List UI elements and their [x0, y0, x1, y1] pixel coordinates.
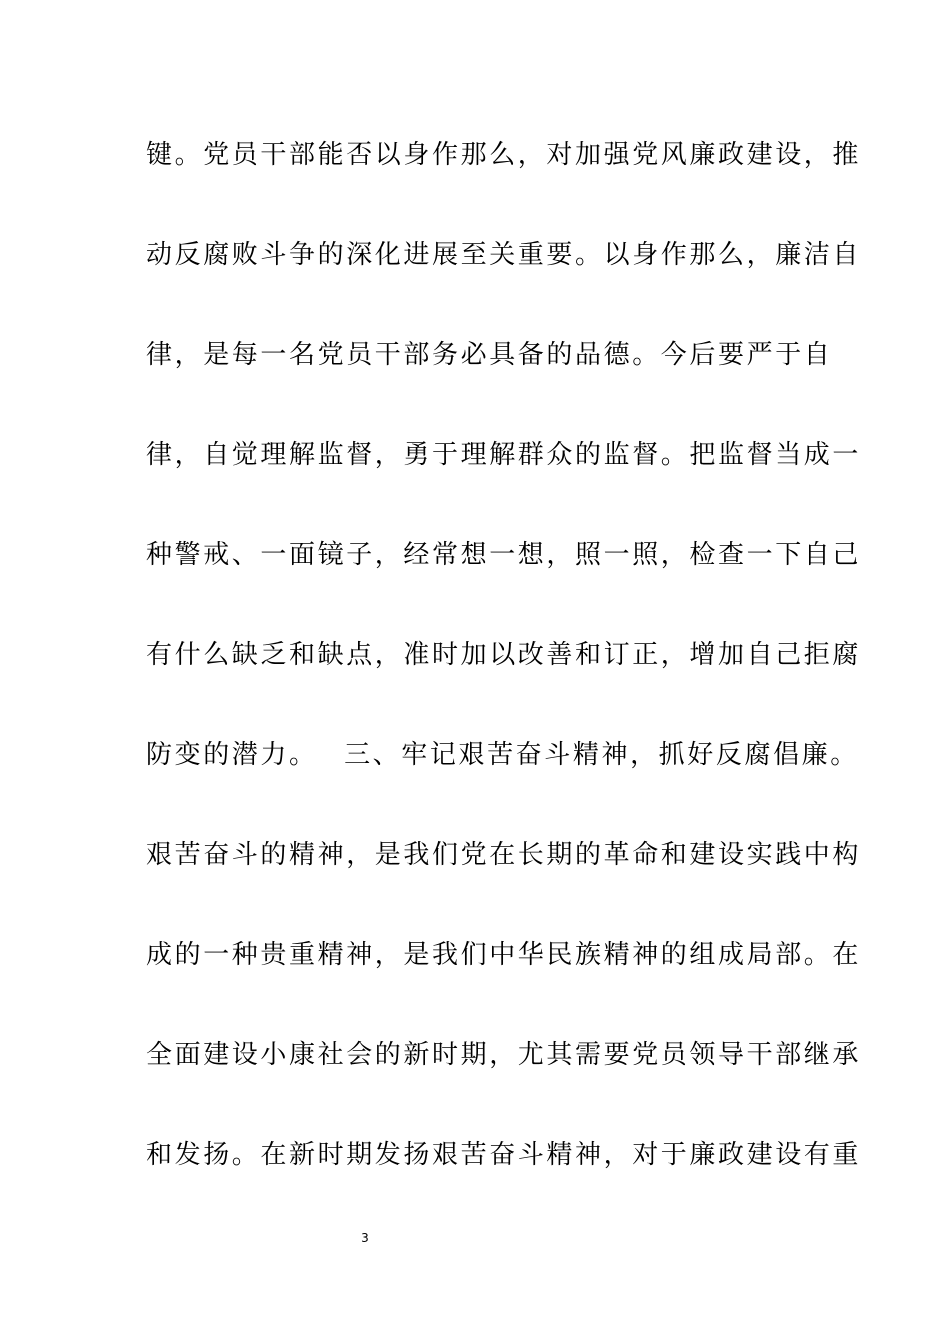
text-line: 键。党员干部能否以身作那么，对加强党风廉政建设，推	[146, 140, 862, 170]
text-line: 成的一种贵重精神，是我们中华民族精神的组成局部。在	[146, 940, 862, 970]
text-line: 艰苦奋斗的精神，是我们党在长期的革命和建设实践中构	[146, 840, 862, 870]
text-line: 有什么缺乏和缺点，准时加以改善和订正，增加自己拒腐	[146, 640, 862, 670]
text-line: 防变的潜力。 三、牢记艰苦奋斗精神，抓好反腐倡廉。	[146, 740, 859, 770]
page-number: 3	[361, 1231, 369, 1245]
text-line: 全面建设小康社会的新时期，尤其需要党员领导干部继承	[146, 1040, 862, 1070]
text-line: 种警戒、一面镜子，经常想一想，照一照，检查一下自己	[146, 540, 862, 570]
body-text	[146, 130, 862, 1230]
text-line: 动反腐败斗争的深化进展至关重要。以身作那么，廉洁自	[146, 240, 862, 270]
text-line: 律，是每一名党员干部务必具备的品德。今后要严于自	[146, 340, 833, 370]
text-line: 和发扬。在新时期发扬艰苦奋斗精神，对于廉政建设有重	[146, 1140, 862, 1170]
text-line: 律，自觉理解监督，勇于理解群众的监督。把监督当成一	[146, 440, 862, 470]
